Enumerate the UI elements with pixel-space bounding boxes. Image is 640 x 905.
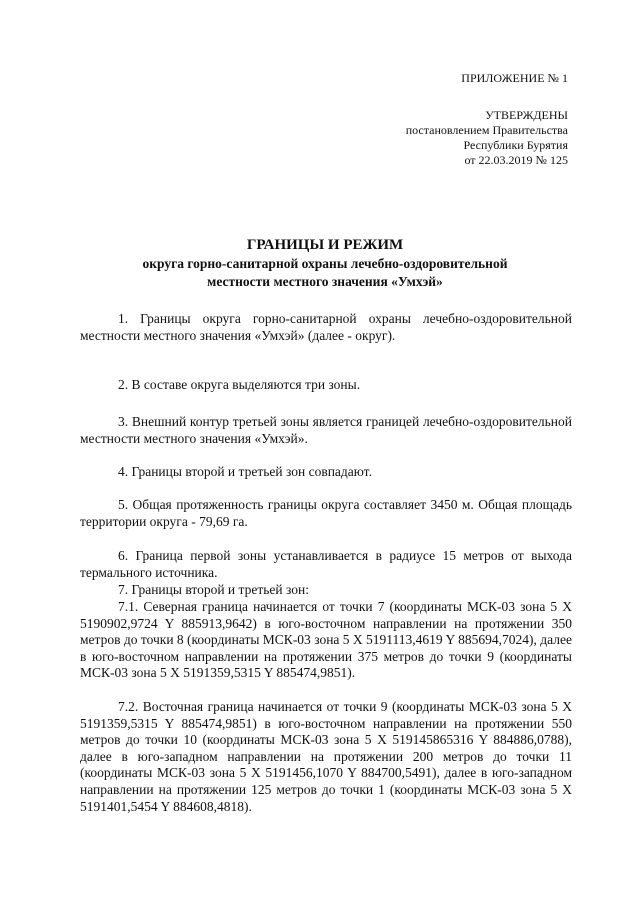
paragraph-4: 4. Границы второй и третьей зон совпадают. xyxy=(118,464,372,479)
paragraph-3: 3. Внешний контур третьей зоны является границей лечебно-оздоровительной местности местного значения «Умхэй». xyxy=(80,414,572,446)
paragraph-7-2: 7.2. Восточная граница начинается от точки 9 (координаты МСК-03 зона 5 X 5191359,5315 Y 885474,9851) в юго-восточном направлении на протяжении 550 метров до точки 10 (координаты МСК-03 зона 5 X 519145865316 Y 884886,0788), далее в юго-западном направлении на протяжении 200 метров до точки 11 (координаты МСК-03 зона 5 X 5191456,1070 Y 884700,5491), далее в юго-западном направлении на протяжении 125 метров до точки 1 (координаты МСК-03 зона 5 X 5191401,5454 Y 884608,4818). xyxy=(80,699,572,814)
paragraph-7-1: 7.1. Северная граница начинается от точки 7 (координаты МСК-03 зона 5 X 5190902,9724 Y 885913,9642) в юго-восточном направлении на протяжении 350 метров до точки 8 (координаты МСК-03 зона 5 X 5191113,4619 Y 885694,7024), далее в юго-восточном направлении на протяжении 375 метров до точки 9 (координаты МСК-03 зона 5 X 5191359,5315 Y 885474,9851). xyxy=(80,599,572,681)
paragraph-5: 5. Общая протяженность границы округа составляет 3450 м. Общая площадь территории округа - 79,69 га. xyxy=(80,497,572,529)
title-sub-2: местности местного значения «Умхэй» xyxy=(207,274,443,289)
title-main: ГРАНИЦЫ И РЕЖИМ xyxy=(246,237,404,253)
approval-header xyxy=(268,71,568,168)
paragraph-6: 6. Граница первой зоны устанавливается в радиусе 15 метров от выхода термального источника. xyxy=(80,548,572,580)
paragraph-2: 2. В составе округа выделяются три зоны. xyxy=(118,377,361,392)
title-sub-1: округа горно-санитарной охраны лечебно-оздоровительной xyxy=(142,256,508,271)
paragraph-7: 7. Границы второй и третьей зон: xyxy=(118,582,309,597)
paragraph-1: 1. Границы округа горно-санитарной охраны лечебно-оздоровительной местности местного значения «Умхэй» (далее - округ). xyxy=(80,311,572,343)
approval-date: от 22.03.2019 № 125 xyxy=(464,153,568,167)
document-title xyxy=(80,236,570,291)
appendix-number: ПРИЛОЖЕНИЕ № 1 xyxy=(461,71,568,85)
approval-line-1: постановлением Правительства xyxy=(405,123,568,137)
approval-line-2: Республики Бурятия xyxy=(463,138,568,152)
approved-label: УТВЕРЖДЕНЫ xyxy=(485,108,568,122)
